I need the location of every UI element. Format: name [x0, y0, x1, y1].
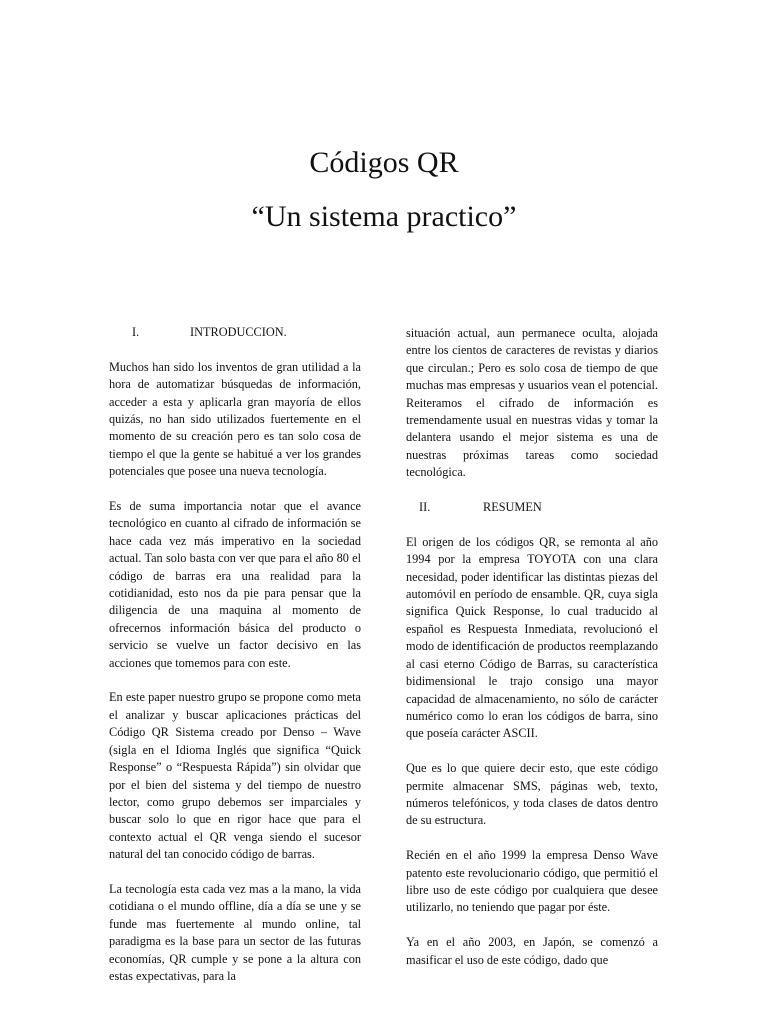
right-column	[406, 325, 658, 986]
section-heading-introduccion	[109, 324, 361, 341]
section-title: INTRODUCCION.	[190, 325, 287, 339]
paper-subtitle: “Un sistema practico”	[251, 200, 517, 233]
paragraph: Ya en el año 2003, en Japón, se comenzó a masificar el uso de este código, dado que	[406, 935, 658, 967]
paragraph: Recién en el año 1999 la empresa Denso Wave patento este revolucionario código, que permitió el libre uso de este código por cualquiera que desee utilizarlo, no teniendo que pagar por éste.	[406, 848, 658, 915]
section-title: RESUMEN	[483, 500, 542, 515]
paragraph: La tecnología esta cada vez mas a la mano, la vida cotidiana o el mundo offline, día a día se une y se funde mas fuertemente al mundo online, tal paradigma es la base para un sector de las futuras economías, QR cumple y se pone a la altura con estas expectativas, para la	[109, 881, 361, 983]
section-number: I.	[132, 325, 140, 339]
section-heading-resumen	[406, 499, 658, 516]
paragraph: En este paper nuestro grupo se propone como meta el analizar y buscar aplicaciones prácticas del Código QR Sistema creado por Denso – Wave (sigla en el Idioma Inglés que significa “Quick Response” o “Respuesta Rápida”) sin olvidar que por el bien del sistema y del tiempo de nuestro lector, como grupo debemos ser imparciales y buscar solo lo que en rigor hace que para el contexto actual el QR venga siendo el sucesor natural del tan conocido código de barras.	[109, 690, 361, 862]
section-number: II.	[419, 500, 431, 515]
left-column	[109, 324, 361, 1003]
paragraph: Muchos han sido los inventos de gran utilidad a la hora de automatizar búsquedas de información, acceder a esta y aplicarla gran mayoría de ellos quizás, no han sido utilizados fuertemente en el momento de su creación pero es tan solo cosa de tiempo el que la gente se habitué a ver los grandes potenciales que posee una nueva tecnología.	[109, 359, 361, 479]
paper-title: Códigos QR	[309, 146, 459, 179]
paragraph: Que es lo que quiere decir esto, que este código permite almacenar SMS, páginas web, texto, números telefónicos, y toda clases de datos dentro de su estructura.	[406, 761, 658, 828]
paragraph: Es de suma importancia notar que el avance tecnológico en cuanto al cifrado de información se hace cada vez más imperativo en la sociedad actual. Tan solo basta con ver que para el año 80 el código de barras era una realidad para la cotidianidad, esto nos da pie para pensar que la diligencia de una maquina al momento de ofrecernos información básica del producto o servicio se vuelve un factor decisivo en las acciones que tomemos para con este.	[109, 499, 361, 670]
paragraph: El origen de los códigos QR, se remonta al año 1994 por la empresa TOYOTA con una clara necesidad, poder identificar las distintas piezas del automóvil en período de ensamble. QR, cuya sigla significa Quick Response, lo cual traducido al español es Respuesta Inmediata, revolucionó el modo de identificación de productos reemplazando al casi eterno Código de Barras, su característica bidimensional le trajo consigo una mayor capacidad de almacenamiento, no sólo de carácter numérico como lo eran los códigos de barra, sino que poseía carácter ASCII.	[406, 534, 658, 741]
paragraph-continued: situación actual, aun permanece oculta, alojada entre los cientos de caracteres de revistas y diarios que circulan.; Pero es solo cosa de tiempo de que muchas mas empresas y usuarios vean el potencial. Reiteramos el cifrado de información es tremendamente usual en nuestras vidas y tomar la delantera usando el mejor sistema es una de nuestras próximas tareas como sociedad tecnológica.	[406, 326, 659, 480]
